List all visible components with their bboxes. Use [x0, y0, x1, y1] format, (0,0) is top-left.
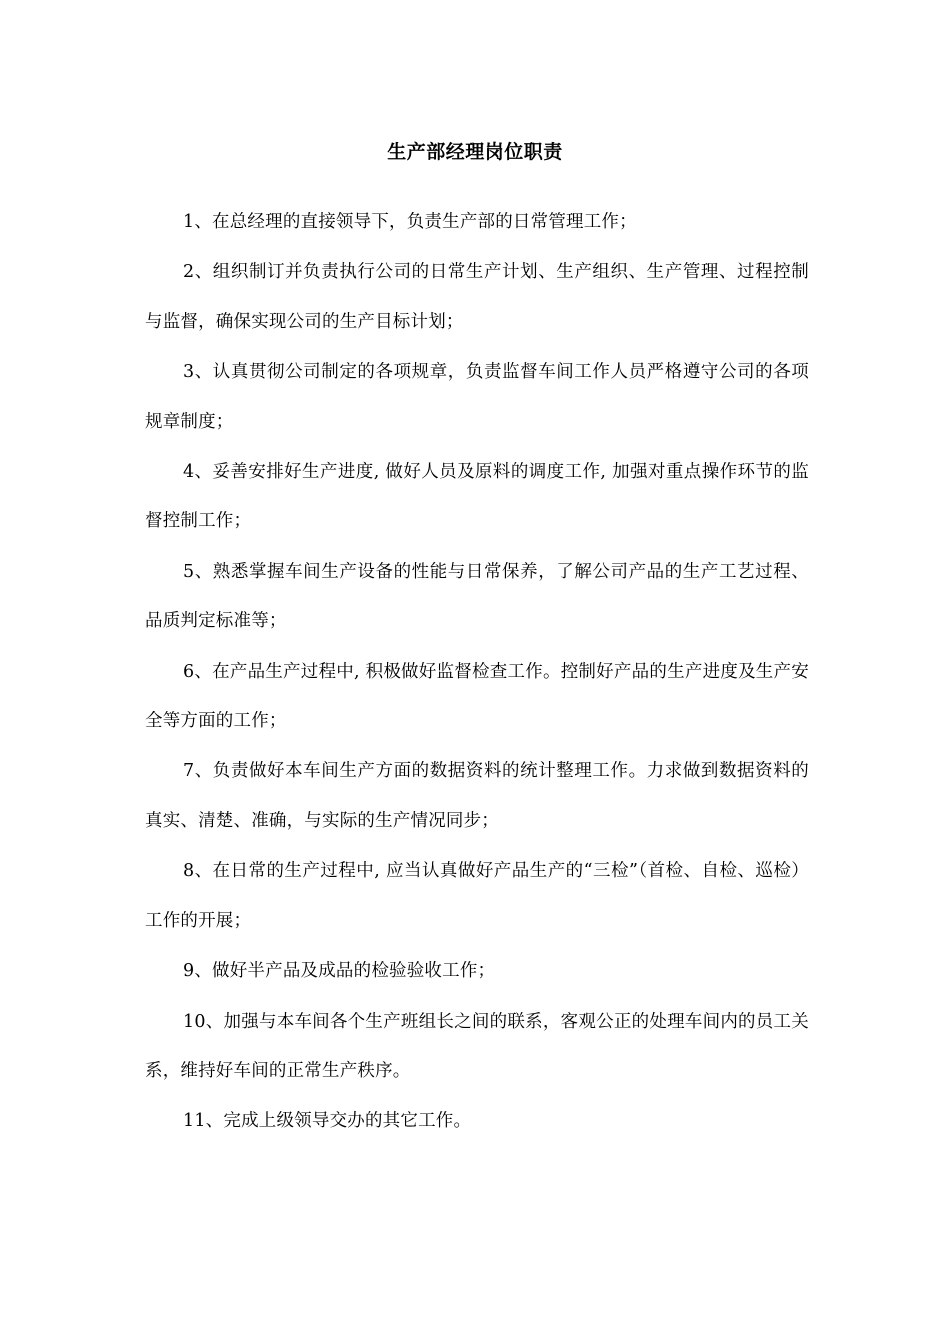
duty-item-6: 6、在产品生产过程中, 积极做好监督检查工作。控制好产品的生产进度及生产安全等方面的工作； [145, 661, 809, 732]
duty-item-10: 10、加强与本车间各个生产班组长之间的联系，客观公正的处理车间内的员工关系，维持好车间的正常生产秩序。 [145, 1011, 809, 1081]
duty-item-7: 7、负责做好本车间生产方面的数据资料的统计整理工作。力求做到数据资料的真实、清楚、准确，与实际的生产情况同步； [145, 761, 809, 831]
duty-item-5: 5、熟悉掌握车间生产设备的性能与日常保养，了解公司产品的生产工艺过程、品质判定标准等； [145, 561, 809, 632]
duty-item-3: 3、认真贯彻公司制定的各项规章，负责监督车间工作人员严格遵守公司的各项规章制度； [145, 362, 809, 432]
duty-list [145, 198, 809, 1148]
duty-item-8: 8、在日常的生产过程中, 应当认真做好产品生产的“三检”（首检、自检、巡检）工作的开展； [145, 861, 809, 931]
duty-item-1: 1、在总经理的直接领导下，负责生产部的日常管理工作； [183, 212, 637, 232]
duty-item-11: 11、完成上级领导交办的其它工作。 [183, 1111, 472, 1132]
document-title: 生产部经理岗位职责 [387, 141, 563, 163]
duty-item-4: 4、妥善安排好生产进度, 做好人员及原料的调度工作, 加强对重点操作环节的监督控制工作； [145, 462, 809, 532]
duty-item-2: 2、组织制订并负责执行公司的日常生产计划、生产组织、生产管理、过程控制与监督，确保实现公司的生产目标计划； [145, 262, 809, 332]
duty-item-9: 9、做好半产品及成品的检验验收工作； [183, 961, 496, 982]
